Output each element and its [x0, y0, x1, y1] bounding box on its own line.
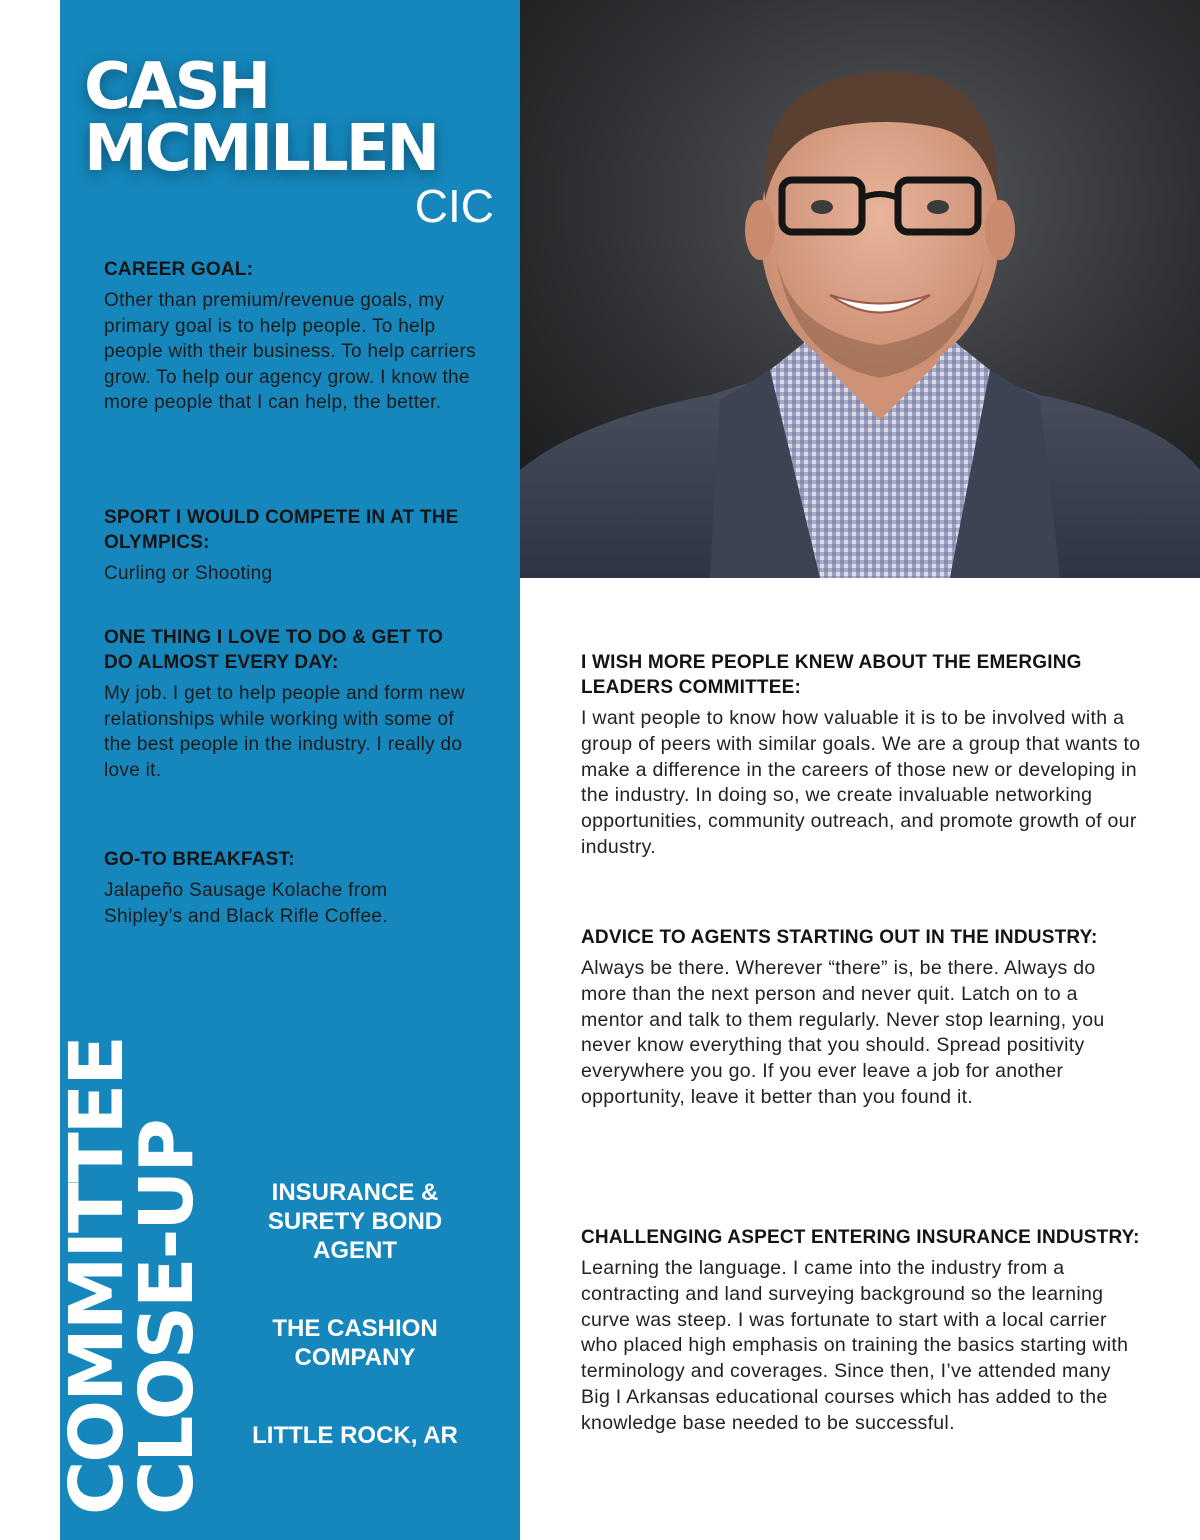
section-career-goal — [104, 257, 484, 416]
section-heading: ADVICE TO AGENTS STARTING OUT IN THE INDUSTRY: — [581, 927, 1098, 948]
first-name: CASH — [84, 50, 269, 124]
section-heading: ONE THING I LOVE TO DO & GET TO DO ALMOST EVERY DAY: — [104, 627, 444, 673]
job-title: INSURANCE & SURETY BOND AGENT — [267, 1179, 443, 1264]
section-body: My job. I get to help people and form new relationships while working with some of the best people in the industry. I really do love it. — [104, 683, 465, 781]
section-body: Jalapeño Sausage Kolache from Shipley’s and Black Rifle Coffee. — [104, 880, 388, 927]
portrait-photo — [520, 0, 1200, 578]
section-heading: GO-TO BREAKFAST: — [104, 849, 295, 870]
section-heading: SPORT I WOULD COMPETE IN AT THE OLYMPICS: — [104, 507, 459, 553]
section-body: I want people to know how valuable it is to be involved with a group of peers with similar goals. We are a group that wants to make a difference in the careers of those new or developing in the industry. In doing so, we create invaluable networking opportunities, community outreach, and promote growth of our industry. — [581, 707, 1141, 858]
section-olympic-sport — [104, 505, 474, 587]
vertical-title-line1: COMMITTEE — [54, 1037, 140, 1515]
section-body: Curling or Shooting — [104, 563, 273, 584]
section-daily-love — [104, 625, 469, 783]
last-name: MCMILLEN — [84, 112, 437, 186]
location: LITTLE ROCK, AR — [252, 1422, 458, 1449]
section-advice — [581, 925, 1141, 1111]
section-body: Other than premium/revenue goals, my primary goal is to help people. To help people with their business. To help carriers grow. To help our agency grow. I know the more people that I can help, the better. — [104, 290, 476, 414]
credential: CIC — [414, 180, 494, 232]
section-body: Learning the language. I came into the industry from a contracting and land surveying background so the learning curve was steep. I was fortunate to start with a local carrier who placed high emphasis on training the basics starting with terminology and coverages. Since then, I’ve attended many Big I Arkansas educational courses which has added to the knowledge base needed to be successful. — [581, 1257, 1129, 1434]
section-body: Always be there. Wherever “there” is, be there. Always do more than the next person and never quit. Latch on to a mentor and talk to them regularly. Never stop learning, you never know everything that you should. Spread positivity everywhere you go. If you ever leave a job for another opportunity, leave it better than you found it. — [581, 957, 1105, 1108]
section-heading: I WISH MORE PEOPLE KNEW ABOUT THE EMERGING LEADERS COMMITTEE: — [581, 652, 1082, 698]
profile-name — [84, 50, 437, 186]
committee-closeup-title — [50, 1015, 210, 1515]
section-breakfast — [104, 847, 464, 929]
company-name: THE CASHION COMPANY — [272, 1315, 438, 1371]
section-emerging-leaders — [581, 650, 1141, 861]
section-heading: CHALLENGING ASPECT ENTERING INSURANCE INDUSTRY: — [581, 1227, 1140, 1248]
section-heading: CAREER GOAL: — [104, 259, 254, 280]
vertical-title-line2: CLOSE-UP — [124, 1120, 210, 1515]
section-challenge — [581, 1225, 1141, 1437]
